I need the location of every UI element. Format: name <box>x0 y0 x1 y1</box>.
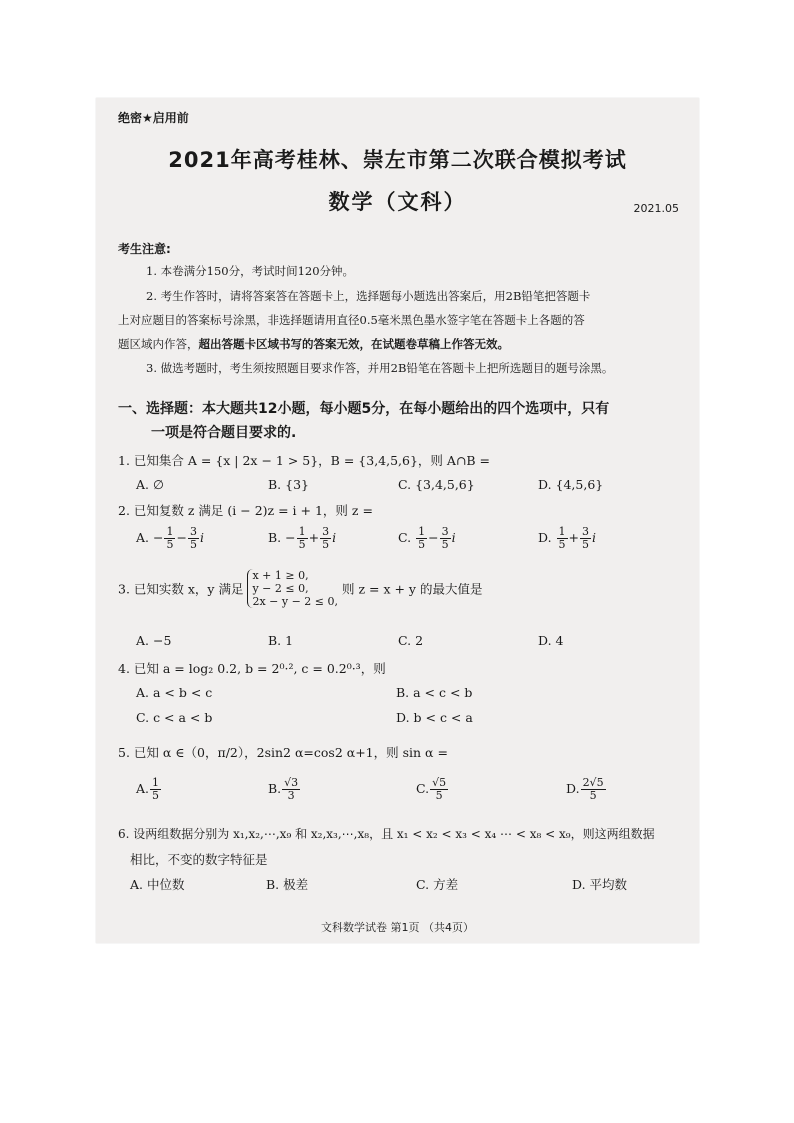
question-1-option-d: D. {4,5,6} <box>538 477 604 492</box>
question-6-option-c: C. 方差 <box>416 877 459 892</box>
question-4-option-b: B. a < c < b <box>396 685 473 700</box>
notice-emphasis: 超出答题卡区域书写的答案无效，在试题卷草稿上作答无效。 <box>198 337 509 351</box>
question-4-option-d: D. b < c < a <box>396 710 473 725</box>
question-1-option-c: C. {3,4,5,6} <box>398 477 475 492</box>
question-6-option-a: A. 中位数 <box>130 877 185 892</box>
question-2-option-c: C. $\frac{1}{5}$ − $\frac{3}{5}$ i <box>398 525 456 551</box>
page-footer: 文科数学试卷 第1页 （共4页） <box>321 921 474 934</box>
exam-date: 2021.05 <box>633 202 679 215</box>
question-2-stem: 2. 已知复数 z 满足 (i − 2)z = i + 1，则 z = <box>118 503 373 518</box>
notice-item-2-line-3 <box>118 337 509 352</box>
question-5-option-d: D. $\frac{2√5}{5}$ <box>566 776 604 802</box>
notice-text: 题区域内作答， <box>118 337 199 351</box>
question-6-stem-line-1: 6. 设两组数据分别为 x₁,x₂,⋯,x₉ 和 x₂,x₃,⋯,x₈，且 x₁ < x₂ < x₃ < x₄ ⋯ < x₈ < x₉，则这两组数据 <box>118 827 655 841</box>
question-6-option-b: B. 极差 <box>266 877 309 892</box>
question-4-stem: 4. 已知 a = log₂ 0.2, b = 2⁰·², c = 0.2⁰·³，则 <box>118 661 386 676</box>
question-3-option-c: C. 2 <box>398 633 424 648</box>
question-3-option-b: B. 1 <box>268 633 294 648</box>
section-heading-line-2: 一项是符合题目要求的. <box>151 425 297 441</box>
question-1-option-b: B. {3} <box>268 477 309 492</box>
notice-item-1: 1. 本卷满分150分，考试时间120分钟。 <box>146 264 355 278</box>
notice-item-3: 3. 做选考题时，考生须按照题目要求作答，并用2B铅笔在答题卡上把所选题目的题号涂黑。 <box>146 361 614 375</box>
question-3-stem: 3. 已知实数 x，y 满足 x + 1 ≥ 0, y − 2 ≤ 0, 2x − y − 2 ≤ 0, 则 z = x + y 的最大值是 <box>118 569 483 608</box>
question-5-option-a: A. $\frac{1}{5}$ <box>136 776 160 802</box>
question-2-option-d: D. $\frac{1}{5}$ + $\frac{3}{5}$ i <box>538 525 597 551</box>
question-1-option-a: A. ∅ <box>136 477 164 492</box>
section-heading-line-1: 一、选择题：本大题共12小题，每小题5分，在每小题给出的四个选项中，只有 <box>118 401 610 417</box>
constraint-system: x + 1 ≥ 0, y − 2 ≤ 0, 2x − y − 2 ≤ 0, <box>247 569 338 608</box>
question-4-option-a: A. a < b < c <box>136 685 213 700</box>
question-3-option-d: D. 4 <box>538 633 564 648</box>
question-6-option-d: D. 平均数 <box>572 877 628 892</box>
question-2-option-a: A. − $\frac{1}{5}$ − $\frac{3}{5}$ i <box>136 525 204 551</box>
question-4-option-c: C. c < a < b <box>136 710 213 725</box>
notice-item-2-line-1: 2. 考生作答时，请将答案答在答题卡上，选择题每小题选出答案后，用2B铅笔把答题卡 <box>146 289 591 303</box>
question-5-stem: 5. 已知 α ∈（0，π/2），2sin2 α=cos2 α+1，则 sin α = <box>118 745 448 760</box>
question-5-option-b: B. $\frac{√3}{3}$ <box>268 776 299 802</box>
question-5-option-c: C. $\frac{√5}{5}$ <box>416 776 447 802</box>
notice-heading: 考生注意: <box>118 242 171 256</box>
question-1-stem: 1. 已知集合 A = {x | 2x − 1 > 5}，B = {3,4,5,6}，则 A∩B = <box>118 453 491 468</box>
notice-item-2-line-2: 上对应题目的答案标号涂黑，非选择题请用直径0.5毫米黑色墨水签字笔在答题卡上各题的答 <box>118 313 585 327</box>
confidential-label: 绝密★启用前 <box>118 111 189 125</box>
question-2-option-b: B. − $\frac{1}{5}$ + $\frac{3}{5}$ i <box>268 525 337 551</box>
question-3-option-a: A. −5 <box>136 633 172 648</box>
exam-page <box>96 98 699 943</box>
exam-title: 2021年高考桂林、崇左市第二次联合模拟考试 <box>168 148 627 172</box>
exam-subtitle: 数学（文科） <box>328 190 467 214</box>
question-6-stem-line-2: 相比，不变的数字特征是 <box>130 852 268 867</box>
